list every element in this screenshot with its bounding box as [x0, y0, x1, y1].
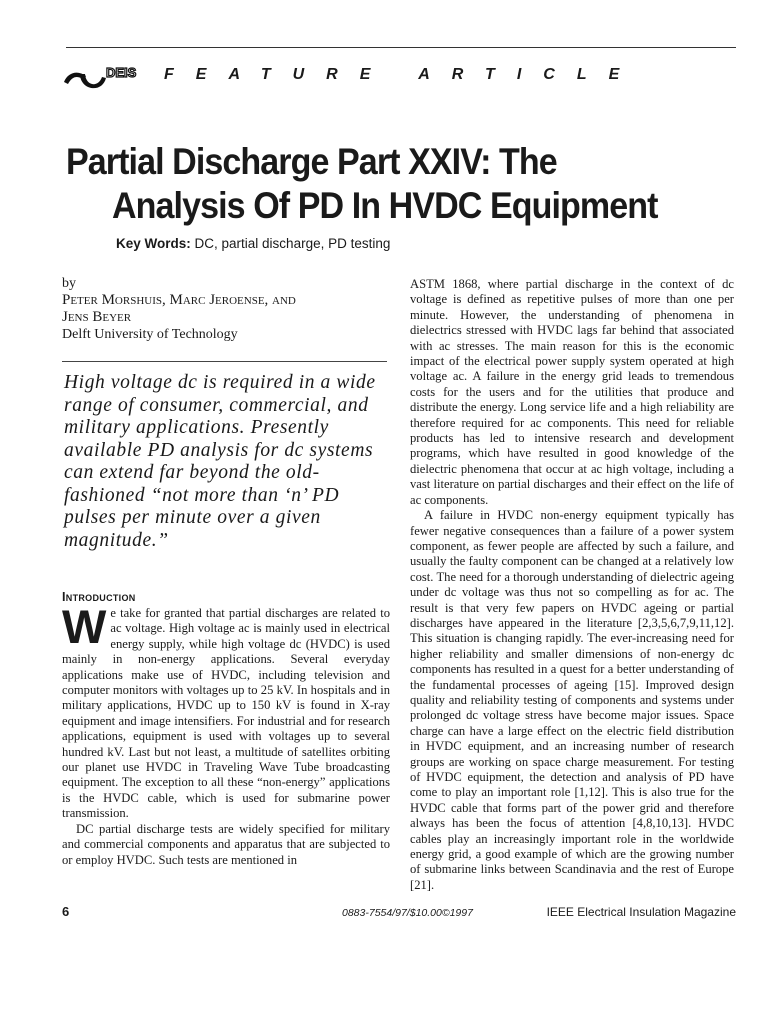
right-column — [410, 277, 734, 893]
journal-name: IEEE Electrical Insulation Magazine — [546, 905, 736, 919]
right-paragraph-2: A failure in HVDC non-energy equipment typically has fewer negative consequences than a failure of a power system component, as fewer people are affected by such a failure, and usually the faulty component can be changed at a relatively low cost. The need for a thorough understanding of dielectric ageing under dc voltage was thus not so compelling as for ac. The result is that very few papers on HVDC ageing or partial discharges have appeared in the literature [2,3,5,6,7,9,11,12]. This situation is changing rapidly. The ever-increasing need for higher reliability and smaller dimensions of non-energy dc components has resulted in a quest for a better understanding of the fundamental processes of ageing [15]. Improved design quality and reliability testing of components and systems under prolonged dc voltage stress have become major issues. Space charge can have a large effect on the electric field distribution in HVDC equipment, and an increasing number of research groups are working on space charge measurement. For testing of HVDC equipment, the detection and analysis of PD have come to play an important role [1,12]. This is also true for the HVDC cable that forms part of the power grid and therefore always has been the focus of attention [4,8,10,13]. HVDC cables play an increasingly important role in the worldwide energy grid, a good example of which are the growing number of submarine links between Scandinavia and the rest of Europe [21]. — [410, 508, 734, 892]
intro-body — [62, 600, 390, 868]
keywords-value: DC, partial discharge, PD testing — [194, 236, 391, 251]
keywords-label: Key Words: — [116, 236, 191, 251]
authors-line-2: Jens Beyer — [62, 309, 132, 325]
footer — [62, 904, 736, 924]
affiliation: Delft University of Technology — [62, 327, 238, 342]
article-title — [66, 140, 692, 228]
deis-logo — [62, 60, 146, 96]
svg-text:DEIS: DEIS — [106, 65, 137, 80]
drop-cap: W — [62, 600, 107, 653]
byline — [62, 275, 390, 343]
pull-quote: High voltage dc is required in a wide range of consumer, commercial, and military applications. Presently available PD analysis for dc systems can extend far beyond the old-fashioned “not more than ‘n’ PD pulses per minute over a given magnitude.” — [64, 372, 376, 551]
copyright: 0883-7554/97/$10.00©1997 — [342, 907, 473, 919]
title-line-1: Partial Discharge Part XXIV: The — [66, 141, 557, 182]
right-body — [410, 277, 734, 893]
intro-paragraph-1-text: e take for granted that partial discharges are related to ac voltage. High voltage ac is mainly used in electrical energy supply, while high voltage dc (HVDC) is used mainly in non-energy applications. Several everyday applications make use of HVDC, including television and computer monitors with voltages up to 25 kV. In hospitals and in military applications, HVDC up to 150 kV is found in X-ray equipment and image intensifiers. For industrial and for research applications, equipment is used with voltages up to several hundred kV. Last but not least, a multitude of satellites orbiting our planet use HVDC in Traveling Wave Tube broadcasting equipment. The exception to all these “non-energy” applications is the HVDC cable, which is used for submarine power transmission. — [62, 606, 390, 821]
keywords — [116, 236, 390, 251]
byline-by: by — [62, 276, 76, 291]
right-paragraph-1: ASTM 1868, where partial discharge in the context of dc voltage is defined as repetitive pulses of more than one per minute. However, the understanding of phenomena in dielectrics stressed with HVDC lags far behind that associated with ac stresses. The main reason for this is the economic impact of the electrical power supply system operated at high voltage ac. A failure in the energy grid leads to tremendous costs for the users and for the utilities that produce and distribute the energy. Long service life and a high reliability are therefore required for ac components. This need for reliable products has led to intensive research and development programs, which have resulted in good knowledge of the dielectric phenomena that occur at ac high voltage, including a vast literature on partial discharges and their effect on the life of ac components. — [410, 277, 734, 507]
title-line-2: Analysis Of PD In HVDC Equipment — [112, 185, 658, 226]
header — [62, 58, 742, 98]
pull-quote-rule — [62, 361, 387, 362]
authors-line-1: Peter Morshuis, Marc Jeroense, and — [62, 292, 296, 308]
intro-paragraph-1 — [62, 600, 390, 822]
section-label: FEATURE ARTICLE — [164, 66, 642, 83]
left-column — [62, 275, 390, 868]
section-heading: Introduction — [62, 590, 136, 604]
top-rule — [66, 47, 736, 48]
page-number: 6 — [62, 904, 70, 919]
intro-paragraph-2: DC partial discharge tests are widely specified for military and commercial components and apparatus that are subjected to or employ HVDC. Such tests are mentioned in — [62, 821, 390, 867]
